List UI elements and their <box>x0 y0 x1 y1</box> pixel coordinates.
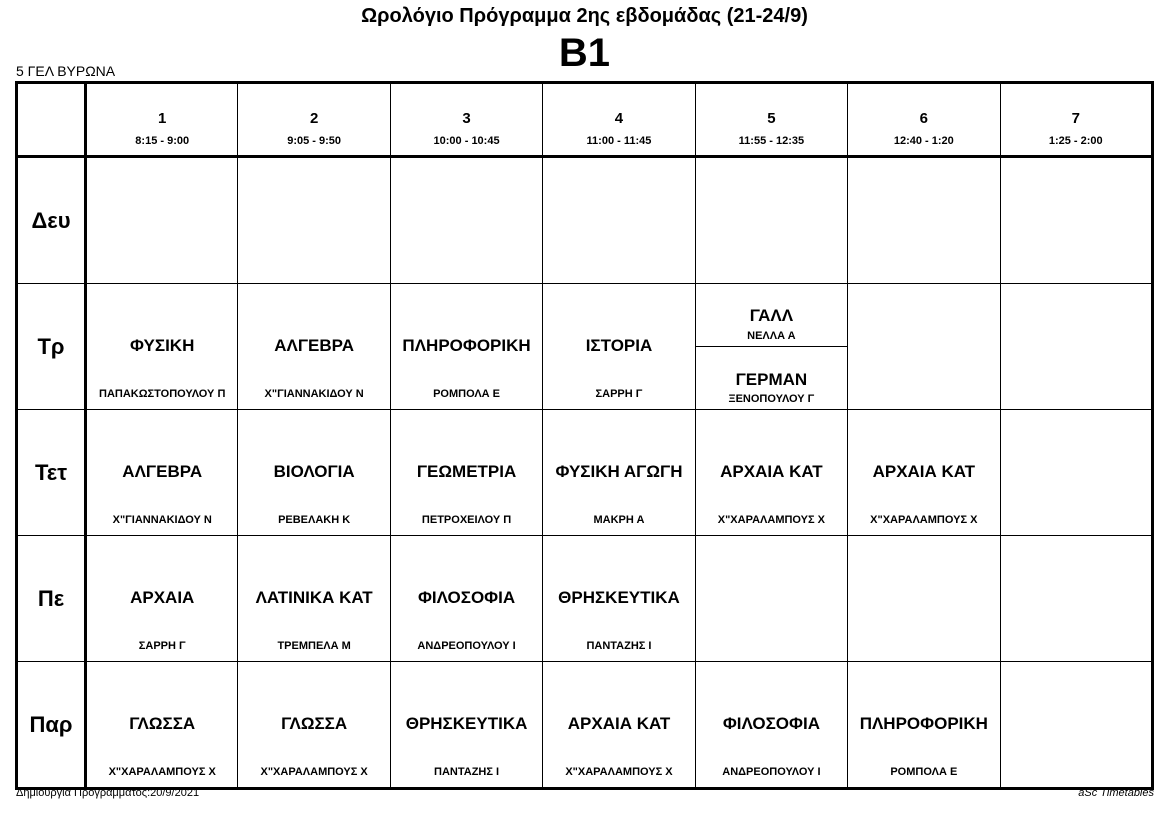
lesson-cell <box>238 157 390 284</box>
lesson-cell <box>848 410 1000 536</box>
lesson-teacher: ΣΑΡΡΗ Γ <box>138 640 186 652</box>
day-row <box>17 662 1153 789</box>
period-number: 2 <box>309 110 319 127</box>
lesson <box>238 410 389 535</box>
lesson-teacher: Χ"ΓΙΑΝΝΑΚΙΔΟΥ Ν <box>264 388 364 400</box>
lesson-cell <box>238 410 390 536</box>
lesson <box>696 662 847 787</box>
period-header <box>543 83 695 157</box>
lesson-cell <box>390 284 542 410</box>
lesson-cell <box>390 157 542 284</box>
lesson-teacher: ΠΑΠΑΚΩΣΤΟΠΟΥΛΟΥ Π <box>99 388 226 400</box>
lesson-teacher: ΠΑΝΤΑΖΗΣ Ι <box>434 766 500 778</box>
day-label: Πε <box>17 536 86 662</box>
lesson-cell <box>1000 410 1152 536</box>
lesson-cell <box>238 284 390 410</box>
lesson-teacher: ΡΕΒΕΛΑΚΗ Κ <box>278 514 351 526</box>
lesson-teacher: Χ"ΧΑΡΑΛΑΜΠΟΥΣ Χ <box>260 766 368 778</box>
lesson-teacher: ΜΑΚΡΗ Α <box>593 514 645 526</box>
lesson-teacher: ΑΝΔΡΕΟΠΟΥΛΟΥ Ι <box>417 640 516 652</box>
lesson-cell <box>543 536 695 662</box>
lesson-teacher: Χ"ΧΑΡΑΛΑΜΠΟΥΣ Χ <box>108 766 216 778</box>
lesson <box>87 410 237 535</box>
class-name: B1 <box>558 31 611 75</box>
lesson-cell <box>390 662 542 789</box>
lesson-subject: ΑΡΧΑΙΑ ΚΑΤ <box>872 462 976 481</box>
period-time: 8:15 - 9:00 <box>135 135 190 147</box>
period-time: 1:25 - 2:00 <box>1048 135 1103 147</box>
lesson-cell <box>695 410 847 536</box>
lesson <box>238 284 389 409</box>
lesson-cell <box>1000 284 1152 410</box>
page-title: Ωρολόγιο Πρόγραμμα 2ης εβδομάδας (21-24/9) <box>361 5 808 27</box>
period-number: 4 <box>614 110 624 127</box>
lesson <box>87 284 237 409</box>
lesson-cell <box>848 662 1000 789</box>
lesson-teacher: Χ"ΧΑΡΑΛΑΜΠΟΥΣ Χ <box>565 766 673 778</box>
lesson-subject: ΓΕΩΜΕΤΡΙΑ <box>416 462 517 481</box>
lesson-cell <box>543 662 695 789</box>
period-header <box>390 83 542 157</box>
lesson-subject: ΑΡΧΑΙΑ ΚΑΤ <box>720 462 823 481</box>
corner-cell <box>17 83 86 157</box>
period-time: 10:00 - 10:45 <box>433 135 500 147</box>
school-name: 5 ΓΕΛ ΒΥΡΩΝΑ <box>16 63 116 79</box>
period-header <box>238 83 390 157</box>
lesson-teacher: Χ"ΓΙΑΝΝΑΚΙΔΟΥ Ν <box>112 514 212 526</box>
day-label: Δευ <box>17 157 86 284</box>
lesson <box>543 536 694 661</box>
lesson-cell <box>695 157 847 284</box>
generator-label: aSc Timetables <box>1078 787 1154 799</box>
lesson-teacher: ΠΑΝΤΑΖΗΣ Ι <box>586 640 652 652</box>
lesson-cell <box>86 284 238 410</box>
lesson-cell <box>1000 662 1152 789</box>
day-row <box>17 157 1153 284</box>
lesson-subject: ΙΣΤΟΡΙΑ <box>585 336 653 355</box>
lesson-subject: ΠΛΗΡΟΦΟΡΙΚΗ <box>859 714 988 733</box>
lesson-cell <box>848 284 1000 410</box>
lesson <box>696 410 847 535</box>
lesson-subject: ΒΙΟΛΟΓΙΑ <box>273 462 355 481</box>
lesson-teacher: ΤΡΕΜΠΕΛΑ Μ <box>277 640 351 652</box>
lesson <box>391 536 542 661</box>
lesson-subject: ΓΛΩΣΣΑ <box>281 714 348 733</box>
lesson <box>543 284 694 409</box>
lesson <box>238 662 389 787</box>
lesson-teacher: Χ"ΧΑΡΑΛΑΜΠΟΥΣ Χ <box>717 514 826 526</box>
period-time: 12:40 - 1:20 <box>893 135 954 147</box>
lesson-teacher: ΡΟΜΠΟΛΑ Ε <box>890 766 958 778</box>
lesson-cell <box>390 410 542 536</box>
lesson-half <box>696 347 847 409</box>
creation-date: Δημιουργία Προγράμματος:20/9/2021 <box>16 787 200 799</box>
period-number: 5 <box>767 110 776 127</box>
lesson-cell <box>848 536 1000 662</box>
lesson-subject: ΓΑΛΛ <box>749 306 794 325</box>
lesson-teacher: ΣΑΡΡΗ Γ <box>595 388 643 400</box>
lesson <box>238 536 389 661</box>
lesson-subject: ΓΛΩΣΣΑ <box>129 714 196 733</box>
lesson-teacher: Χ"ΧΑΡΑΛΑΜΠΟΥΣ Χ <box>870 514 978 526</box>
lesson-subject: ΦΥΣΙΚΗ <box>130 336 195 355</box>
period-number: 3 <box>462 110 471 127</box>
lesson-cell <box>1000 157 1152 284</box>
period-time: 11:55 - 12:35 <box>738 135 805 147</box>
day-label: Τετ <box>17 410 86 536</box>
period-time: 9:05 - 9:50 <box>287 135 342 147</box>
period-header <box>1000 83 1152 157</box>
lesson-teacher: ΞΕΝΟΠΟΥΛΟΥ Γ <box>728 393 815 405</box>
lesson-teacher: ΑΝΔΡΕΟΠΟΥΛΟΥ Ι <box>722 766 821 778</box>
lesson-teacher: ΡΟΜΠΟΛΑ Ε <box>433 388 501 400</box>
lesson-cell <box>1000 536 1152 662</box>
lesson-subject: ΑΛΓΕΒΡΑ <box>274 336 355 355</box>
day-row <box>17 284 1153 410</box>
lesson-cell <box>848 157 1000 284</box>
lesson <box>391 284 542 409</box>
lesson <box>848 662 999 787</box>
period-header-row <box>17 83 1153 157</box>
lesson-cell <box>86 410 238 536</box>
lesson <box>391 410 542 535</box>
lesson <box>543 662 694 787</box>
lesson-subject: ΠΛΗΡΟΦΟΡΙΚΗ <box>402 336 531 355</box>
lesson-subject: ΘΡΗΣΚΕΥΤΙΚΑ <box>405 714 528 733</box>
lesson-cell <box>543 157 695 284</box>
period-header <box>848 83 1000 157</box>
lesson-teacher: ΝΕΛΛΑ Α <box>747 330 796 342</box>
lesson-cell <box>543 410 695 536</box>
timetable <box>15 81 1154 790</box>
lesson-subject: ΦΙΛΟΣΟΦΙΑ <box>417 588 516 607</box>
lesson-subject: ΘΡΗΣΚΕΥΤΙΚΑ <box>558 588 680 607</box>
lesson-subject: ΦΙΛΟΣΟΦΙΑ <box>722 714 820 733</box>
lesson-cell <box>695 536 847 662</box>
lesson-cell <box>86 157 238 284</box>
lesson-subject: ΑΡΧΑΙΑ ΚΑΤ <box>567 714 671 733</box>
lesson-cell <box>543 284 695 410</box>
period-number: 7 <box>1071 110 1080 127</box>
lesson-cell <box>86 662 238 789</box>
lesson-cell <box>238 536 390 662</box>
lesson-teacher: ΠΕΤΡΟΧΕΙΛΟΥ Π <box>421 514 512 526</box>
lesson-subject: ΑΛΓΕΒΡΑ <box>122 462 203 481</box>
lesson-subject: ΓΕΡΜΑΝ <box>735 370 808 389</box>
period-number: 1 <box>158 110 167 127</box>
period-header <box>695 83 847 157</box>
lesson <box>543 410 694 535</box>
period-time: 11:00 - 11:45 <box>586 135 652 147</box>
period-header <box>86 83 238 157</box>
lesson <box>391 662 542 787</box>
day-row <box>17 536 1153 662</box>
lesson <box>87 662 237 787</box>
lesson-cell <box>695 662 847 789</box>
day-row <box>17 410 1153 536</box>
lesson <box>848 410 999 535</box>
lesson-cell <box>695 284 847 410</box>
lesson <box>87 536 237 661</box>
lesson-cell <box>390 536 542 662</box>
lesson-subject: ΛΑΤΙΝΙΚΑ ΚΑΤ <box>255 588 373 607</box>
lesson-subject: ΑΡΧΑΙΑ <box>130 588 195 607</box>
day-label: Παρ <box>17 662 86 789</box>
lesson-cell <box>86 536 238 662</box>
day-label: Τρ <box>17 284 86 410</box>
lesson-subject: ΦΥΣΙΚΗ ΑΓΩΓΗ <box>555 462 683 481</box>
lesson-half <box>696 284 847 347</box>
period-number: 6 <box>919 110 928 127</box>
lesson-cell <box>238 662 390 789</box>
split-lesson <box>696 284 847 409</box>
